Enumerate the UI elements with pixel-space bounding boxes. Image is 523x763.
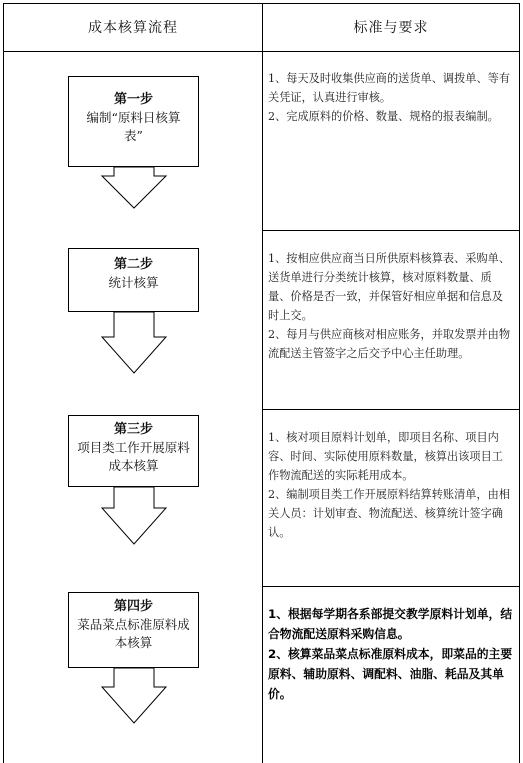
table-left-border bbox=[3, 3, 4, 763]
down-arrow-icon bbox=[100, 667, 168, 725]
table-right-border bbox=[519, 3, 520, 763]
step-3-req-2: 2、编制项目类工作开展原料结算转账清单，由相关人员：计划审查、物流配送、核算统计签字确认。 bbox=[268, 488, 511, 539]
column-divider bbox=[262, 3, 263, 763]
req-cell-border bbox=[262, 409, 520, 410]
step-1-box bbox=[68, 76, 199, 167]
step-2-body: 统计核算 bbox=[108, 275, 159, 290]
step-2-req-1: 1、按相应供应商当日所供原料核算表、采购单、送货单进行分类统计核算，核对原料数量、质量、价格是否一致，并保管好相应单据和信息及时上交。 bbox=[268, 252, 511, 322]
step-3-requirements bbox=[268, 428, 514, 542]
down-arrow-icon bbox=[100, 166, 168, 210]
step-4-requirements bbox=[268, 604, 516, 704]
step-1-requirements bbox=[268, 69, 514, 126]
down-arrow-icon bbox=[100, 486, 168, 546]
step-4-body: 菜品菜点标准原料成本核算 bbox=[77, 617, 190, 650]
header-process: 成本核算流程 bbox=[88, 20, 178, 36]
step-1-body: 编制“原料日核算表” bbox=[86, 110, 181, 143]
step-3-box bbox=[68, 415, 199, 487]
req-cell-border bbox=[262, 230, 520, 231]
step-1-req-1: 1、每天及时收集供应商的送货单、调拨单、等有关凭证，认真进行审核。 bbox=[268, 72, 511, 104]
step-1-req-2: 2、完成原料的价格、数量、规格的报表编制。 bbox=[268, 110, 499, 123]
step-3-req-1: 1、核对项目原料计划单，即项目名称、项目内容、时间、实际使用原料数量，核算出该项目工作物流配送的实际耗用成本。 bbox=[268, 431, 503, 482]
req-cell-border bbox=[262, 586, 520, 587]
step-4-req-1: 1、根据每学期各系部提交教学原料计划单，结合物流配送原料采购信息。 bbox=[268, 607, 513, 641]
step-3-body: 项目类工作开展原料成本核算 bbox=[77, 440, 190, 473]
step-2-req-2: 2、每月与供应商核对相应账务，并取发票并由物流配送主管签字之后交予中心主任助理。 bbox=[268, 328, 511, 360]
step-4-title: 第四步 bbox=[113, 599, 153, 614]
step-2-box bbox=[68, 248, 199, 312]
down-arrow-icon bbox=[100, 311, 168, 375]
step-3-title: 第三步 bbox=[113, 422, 153, 437]
step-2-requirements bbox=[268, 249, 514, 363]
step-4-box bbox=[68, 592, 199, 668]
header-requirements: 标准与要求 bbox=[353, 20, 429, 36]
step-2-title: 第二步 bbox=[113, 257, 153, 272]
step-1-title: 第一步 bbox=[113, 92, 153, 107]
step-4-req-2: 2、核算菜品菜点标准原料成本，即菜品的主要原料、辅助原料、调配料、油脂、耗品及其单价。 bbox=[268, 647, 513, 701]
